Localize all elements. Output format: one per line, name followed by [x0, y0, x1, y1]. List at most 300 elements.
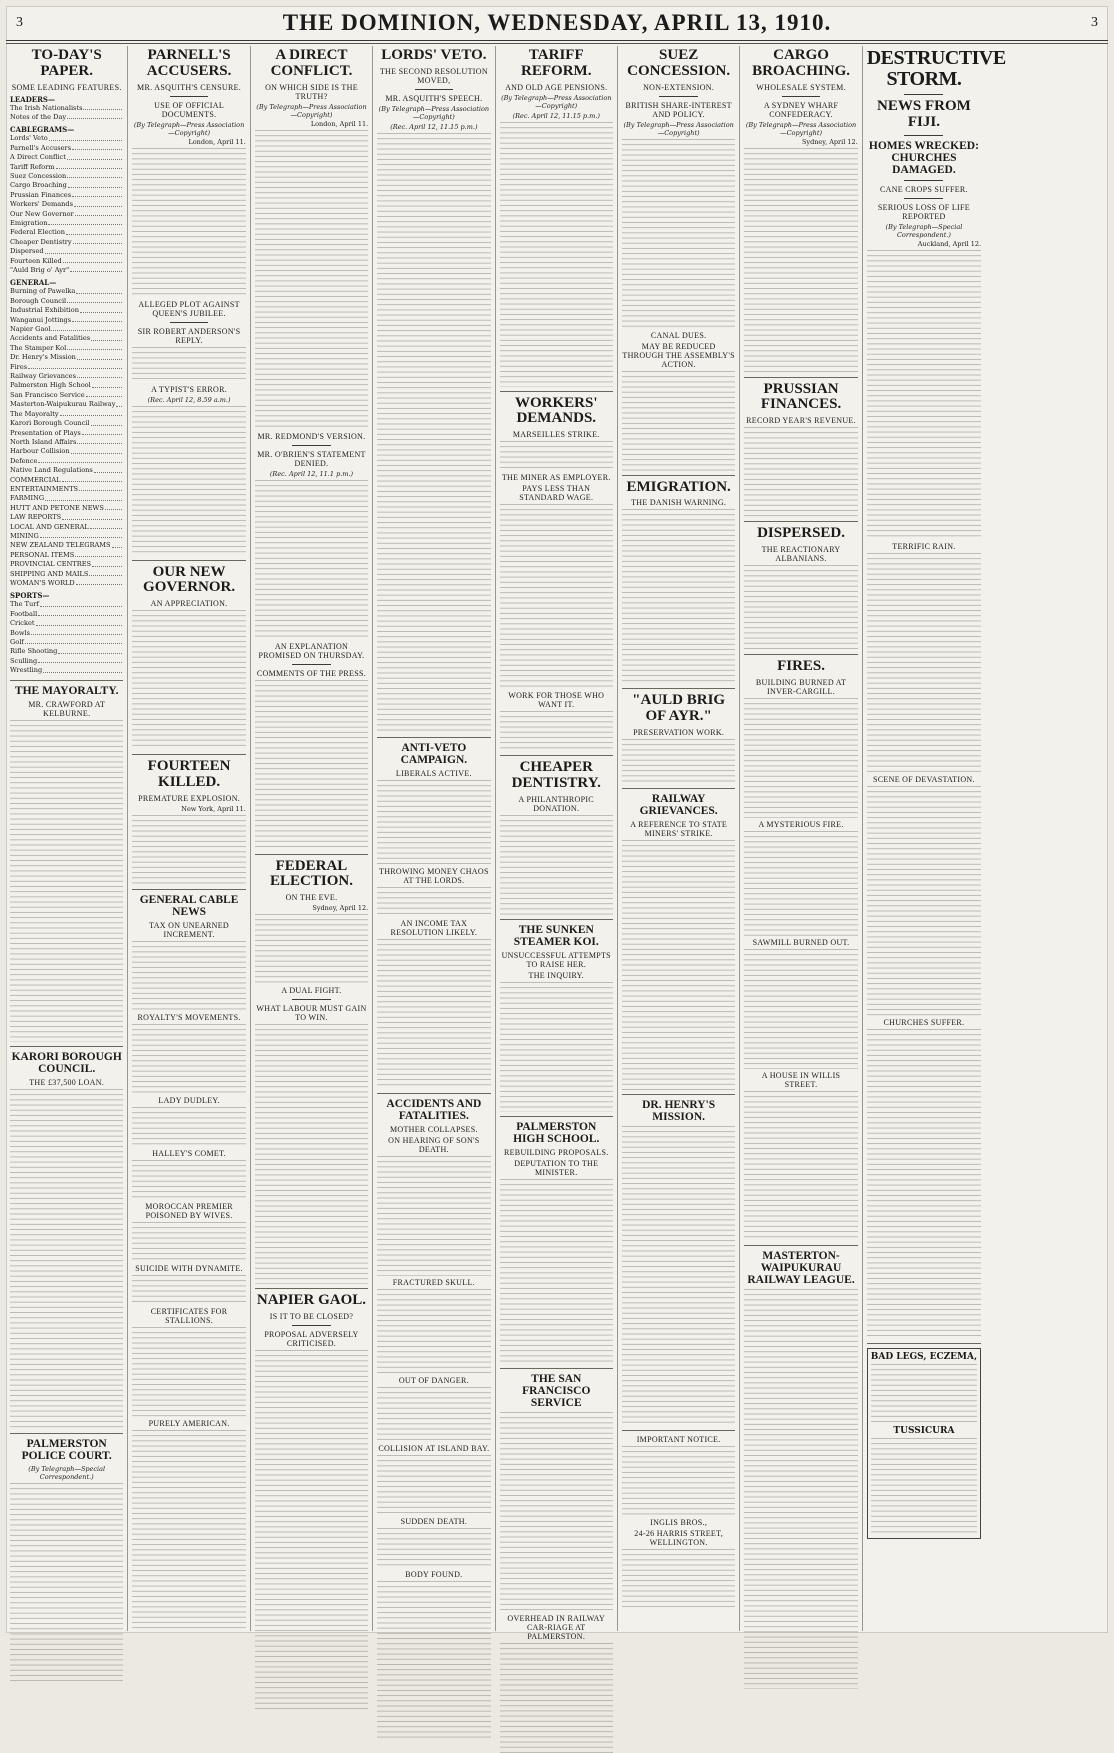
index-entry: [10, 523, 123, 532]
fires-heading: FIRES.: [777, 657, 825, 674]
index-entry: [10, 551, 123, 560]
index-leader-dots: [82, 429, 123, 435]
index-leader-dots: [38, 610, 122, 616]
index-entry-label: Accidents and Fatalities: [10, 334, 91, 343]
conflict-sub1: ON WHICH SIDE IS THE TRUTH?: [265, 82, 358, 101]
index-entry: [10, 391, 123, 400]
emigration-sub: THE DANISH WARNING.: [631, 498, 727, 508]
conflict-sub5: COMMENTS OF THE PRESS.: [256, 668, 367, 678]
index-entry: [10, 363, 123, 372]
index-entry: [10, 600, 123, 609]
inglis-address: 24-26 HARRIS STREET, WELLINGTON.: [634, 1529, 724, 1547]
leading-features-sub: SOME LEADING FEATURES.: [11, 82, 122, 92]
killed-dateline: New York, April 11.: [181, 804, 246, 813]
divider: [500, 391, 613, 392]
storm-dateline: Auckland, April 12.: [917, 239, 982, 248]
index-leader-dots: [68, 181, 123, 187]
index-entry-label: Workers' Demands: [10, 200, 74, 209]
dentistry-sub: A PHILANTHROPIC DONATION.: [518, 794, 594, 813]
index-entry-label: WOMAN'S WORLD: [10, 579, 75, 587]
income-text: [377, 939, 490, 1089]
index-entry-label: Suez Concession: [10, 171, 67, 180]
divider: [904, 94, 943, 95]
killed-sub: PREMATURE EXPLOSION.: [138, 793, 241, 803]
storm-heading: DESTRUCTIVE STORM.: [866, 47, 1006, 90]
palmerston-sub2: DEPUTATION TO THE MINISTER.: [514, 1158, 599, 1177]
inglis-name: INGLIS BROS.,: [650, 1518, 708, 1527]
index-entry: [10, 344, 123, 353]
dispersed-heading: DISPERSED.: [757, 525, 846, 541]
gaol-sub2: PROPOSAL ADVERSELY CRITICISED.: [264, 1329, 359, 1348]
storm-sub5: TERRIFIC RAIN.: [892, 541, 956, 551]
conflict-text-3: [255, 680, 368, 850]
index-entry-label: The Turf: [10, 600, 39, 609]
divider: [132, 560, 245, 561]
index-entry: [10, 134, 123, 143]
fires-sub2: A MYSTERIOUS FIRE.: [758, 819, 844, 829]
conflict-sub3-source: (Rec. April 12, 11.1 p.m.): [269, 469, 354, 478]
index-leader-dots: [45, 247, 123, 253]
index-leader-dots: [86, 391, 123, 397]
index-leader-dots: [49, 134, 123, 140]
cable-sub7: CERTIFICATES FOR STALLIONS.: [150, 1306, 228, 1325]
index-leader-dots: [77, 353, 122, 359]
index-leader-dots: [67, 297, 122, 303]
acc-sub7: BODY FOUND.: [405, 1570, 463, 1579]
index-entry: [10, 410, 123, 419]
column-2: [128, 46, 250, 1631]
index-entry-label: LAW REPORTS: [10, 513, 62, 522]
miner-text: [500, 504, 613, 689]
index-entry: [10, 257, 123, 266]
cable-text-6: [132, 1275, 245, 1305]
index-leader-dots: [60, 410, 123, 416]
index-leader-dots: [28, 363, 122, 369]
index-entry-label: NEW ZEALAND TELEGRAMS: [10, 541, 111, 550]
index-entry-label: Prussian Finances: [10, 190, 72, 199]
index-entry: [10, 513, 123, 522]
acc-sub1: MOTHER COLLAPSES.: [389, 1125, 478, 1134]
index-leader-dots: [75, 210, 123, 216]
index-leader-dots: [38, 657, 122, 663]
index-leader-dots: [62, 513, 122, 519]
cable-sub2: ROYALTY'S MOVEMENTS.: [137, 1012, 241, 1022]
suez-heading: SUEZ CONCESSION.: [627, 47, 731, 79]
fires-text-4: [744, 1091, 857, 1241]
divider: [255, 1288, 368, 1289]
index-entry: [10, 200, 123, 209]
conflict-sub2: MR. REDMOND'S VERSION.: [257, 431, 366, 441]
lords-source: (By Telegraph—Press Association—Copyright): [378, 104, 490, 121]
index-entry-label: Lords' Veto: [10, 134, 48, 143]
index-entry-label: Golf: [10, 638, 24, 647]
index-entry-label: Sculling: [10, 656, 38, 665]
index-entry-label: Industrial Exhibition: [10, 306, 79, 315]
index-entry: [10, 619, 123, 628]
sf-text: [500, 1412, 613, 1612]
police-text: [10, 1483, 123, 1683]
index-entry: [10, 494, 123, 503]
masterton-heading: MASTERTON-WAIPUKURAU RAILWAY LEAGUE.: [747, 1249, 855, 1286]
federal-heading: FEDERAL ELECTION.: [270, 857, 353, 890]
index-entry-label: Tariff Reform: [10, 162, 55, 171]
federal-text: [255, 914, 368, 984]
index-entry-label: Emigration: [10, 218, 48, 227]
index-entry: [10, 419, 123, 428]
index-entry: [10, 113, 123, 122]
divider: [500, 1116, 613, 1117]
index-leader-dots: [72, 191, 122, 197]
tariff-heading: TARIFF REFORM.: [521, 47, 592, 79]
cable-text-7: [132, 1327, 245, 1417]
cable-sub5: MOROCCAN PREMIER POISONED BY WIVES.: [145, 1201, 233, 1220]
lords-rec: (Rec. April 12, 11.15 p.m.): [390, 122, 478, 131]
cable-sub6: SUICIDE WITH DYNAMITE.: [135, 1263, 243, 1273]
parnell-sub1: MR. ASQUITH'S CENSURE.: [137, 82, 242, 92]
index-entry-label: Borough Council: [10, 296, 67, 305]
governor-text: [132, 610, 245, 750]
parnell-sub3: ALLEGED PLOT AGAINST QUEEN'S JUBILEE.: [138, 299, 240, 318]
fires-text-3: [744, 949, 857, 1069]
karori-sub: THE £37,500 LOAN.: [29, 1077, 105, 1087]
index-entry: [10, 466, 123, 475]
index-entry: [10, 629, 123, 638]
killed-heading: FOURTEEN KILLED.: [147, 758, 231, 790]
cable-text-4: [132, 1160, 245, 1200]
prussian-text: [744, 427, 857, 517]
conflict-text-2: [255, 480, 368, 640]
index-entry-label: Dr. Henry's Mission: [10, 353, 76, 362]
index-entry: [10, 504, 123, 513]
index-entry: [10, 657, 123, 666]
overhead-heading: OVERHEAD IN RAILWAY CAR-RIAGE AT PALMERSTON.: [507, 1613, 606, 1641]
newspaper-page: [6, 6, 1108, 1641]
index-leader-dots: [76, 579, 123, 585]
index-entry: [10, 638, 123, 647]
index-entry: [10, 476, 123, 485]
cable-sub3: LADY DUDLEY.: [158, 1095, 220, 1105]
index-leader-dots: [58, 647, 122, 653]
divider: [415, 89, 454, 90]
masthead-rule: [6, 43, 1108, 44]
index-entry-label: Cheaper Dentistry: [10, 237, 72, 246]
divider: [744, 377, 857, 378]
cable-sub8: PURELY AMERICAN.: [148, 1418, 230, 1428]
index-entry: [10, 429, 123, 438]
cargo-sub1: WHOLESALE SYSTEM.: [756, 82, 846, 92]
acc-sub3: FRACTURED SKULL.: [392, 1278, 475, 1287]
index-entry-label: San Francisco Service: [10, 390, 85, 399]
index-entry: [10, 532, 123, 541]
suez-source: (By Telegraph—Press Association—Copyright): [623, 120, 734, 137]
mayoralty-heading: THE MAYORALTY.: [14, 684, 119, 697]
throw-heading: THROWING MONEY CHAOS AT THE LORDS.: [379, 866, 489, 885]
tariff-text: [500, 122, 613, 387]
index-entry: [10, 647, 123, 656]
parnell-sub5-source: (Rec. April 12, 8.59 a.m.): [147, 395, 231, 404]
index-entry-label: Cricket: [10, 619, 35, 628]
tariff-source: (By Telegraph—Press Association—Copyright): [501, 93, 612, 110]
index-entry: [10, 238, 123, 247]
palmerston-sub1: REBUILDING PROPOSALS.: [503, 1147, 609, 1157]
fiji-heading: NEWS FROM FIJI.: [877, 98, 971, 130]
henry-text: [622, 1126, 735, 1426]
storm-sub2: HOMES WRECKED: CHURCHES DAMAGED.: [868, 139, 979, 176]
index-entry-label: MINING: [10, 531, 39, 540]
index-leader-dots: [40, 532, 123, 538]
index-entry-label: The Mayoralty: [10, 409, 59, 418]
divider: [622, 475, 735, 476]
acc-sub2: ON HEARING OF SON'S DEATH.: [388, 1136, 480, 1154]
workers-text: [500, 441, 613, 471]
tariff-rec: (Rec. April 12, 11.15 p.m.): [512, 111, 600, 120]
index-leader-dots: [80, 306, 122, 312]
index-leader-dots: [76, 287, 122, 293]
acc-sub6: SUDDEN DEATH.: [400, 1517, 468, 1526]
index-leader-dots: [70, 266, 122, 272]
index-entry-label: Napier Gaol: [10, 325, 51, 334]
index-leader-dots: [43, 666, 122, 672]
divider: [170, 322, 209, 323]
divider: [132, 889, 245, 890]
index-entry: [10, 438, 123, 447]
index-entry: [10, 334, 123, 343]
index-leader-dots: [38, 457, 122, 463]
divider: [622, 688, 735, 689]
antiveto-heading: ANTI-VETO CAMPAIGN.: [400, 741, 468, 766]
index-entry: [10, 153, 123, 162]
index-entry: [10, 400, 123, 409]
index-entry-label: Burning of Pawelka: [10, 287, 76, 296]
leaders-label: LEADERS—: [10, 94, 55, 104]
masthead: [6, 6, 1108, 41]
parnell-sub5: A TYPIST'S ERROR.: [151, 384, 228, 394]
sports-list: [10, 600, 123, 675]
index-entry-label: HUTT AND PETONE NEWS: [10, 503, 104, 512]
storm-sub7: CHURCHES SUFFER.: [883, 1017, 965, 1027]
masthead-title: THE DOMINION, WEDNESDAY, APRIL 13, 1910.: [282, 10, 832, 35]
inglis-text: [622, 1549, 735, 1609]
antiveto-text: [377, 780, 490, 865]
auld-brig-text: [622, 739, 735, 784]
cable-sub1: TAX ON UNEARNED INCREMENT.: [149, 920, 230, 939]
storm-sub6: SCENE OF DEVASTATION.: [873, 774, 975, 784]
canal-sub: MAY BE REDUCED THROUGH THE ASSEMBLY'S ACTION.: [622, 341, 735, 369]
advertisement: [867, 1348, 981, 1539]
index-entry: [10, 297, 123, 306]
divider: [744, 654, 857, 655]
index-leader-dots: [67, 153, 123, 159]
index-entry-label: LOCAL AND GENERAL: [10, 522, 89, 531]
divider: [659, 96, 698, 97]
police-heading: PALMERSTON POLICE COURT.: [21, 1437, 112, 1462]
index-entry-label: Native Land Regulations: [10, 466, 93, 475]
acc-text-3: [377, 1387, 490, 1442]
index-entry-label: Fires: [10, 362, 28, 371]
cable-text-8: [132, 1430, 245, 1630]
parnell-sub4: SIR ROBERT ANDERSON'S REPLY.: [137, 326, 241, 345]
acc-text-5: [377, 1528, 490, 1568]
index-leader-dots: [25, 638, 123, 644]
divider: [622, 1094, 735, 1095]
conflict-heading: A DIRECT CONFLICT.: [270, 47, 353, 79]
divider: [782, 96, 821, 97]
divider: [377, 737, 490, 738]
federal-sub1: ON THE EVE.: [285, 893, 338, 902]
index-entry: [10, 247, 123, 256]
railway-grievances-text: [622, 840, 735, 1090]
work-heading: WORK FOR THOSE WHO WANT IT.: [508, 691, 605, 709]
divider: [292, 1325, 331, 1326]
index-leader-dots: [45, 494, 122, 500]
divider: [904, 180, 943, 181]
divider: [10, 680, 123, 681]
index-entry: [10, 560, 123, 569]
acc-text-6: [377, 1581, 490, 1741]
index-leader-dots: [79, 485, 122, 491]
workers-heading: WORKERS' DEMANDS.: [515, 394, 598, 427]
storm-text-2: [867, 553, 981, 773]
index-leader-dots: [56, 163, 123, 169]
leaders-list: [10, 104, 123, 123]
conflict-sub4: AN EXPLANATION PROMISED ON THURSDAY.: [258, 641, 365, 660]
federal-dateline: Sydney, April 12.: [312, 904, 369, 912]
conflict-text: [255, 130, 368, 430]
parnell-text-2: [132, 347, 245, 383]
conflict-dateline: London, April 11.: [310, 119, 369, 128]
index-entry: [10, 541, 123, 550]
sunken-sub1: UNSUCCESSFUL ATTEMPTS TO RAISE HER.: [501, 950, 611, 969]
index-entry-label: The Stamper Kol: [10, 343, 67, 352]
karori-text: [10, 1089, 123, 1429]
divider: [622, 1430, 735, 1431]
divider: [904, 198, 943, 199]
index-entry-label: FARMING: [10, 494, 45, 503]
gaol-text: [255, 1350, 368, 1710]
index-entry-label: Notes of the Day: [10, 112, 67, 121]
index-leader-dots: [94, 466, 123, 472]
killed-text: [132, 815, 245, 885]
index-leader-dots: [89, 570, 122, 576]
index-leader-dots: [67, 344, 122, 350]
index-entry-label: Masterton-Waipukurau Railway: [10, 400, 116, 409]
general-list: [10, 287, 123, 475]
work-text: [500, 711, 613, 751]
index-leader-dots: [72, 316, 122, 322]
divider: [867, 1343, 981, 1344]
suez-sub2: BRITISH SHARE-INTEREST AND POLICY.: [625, 100, 732, 119]
index-entry-label: Our New Governor: [10, 209, 74, 218]
lords-sub1: THE SECOND RESOLUTION MOVED,: [379, 66, 488, 85]
karori-heading: KARORI BOROUGH COUNCIL.: [11, 1050, 122, 1075]
index-entry-label: Wanganui Jottings: [10, 315, 72, 324]
index-leader-dots: [90, 523, 123, 529]
auld-brig-heading: "AULD BRIG OF AYR.": [632, 692, 726, 724]
divider: [255, 854, 368, 855]
lords-veto-heading: LORDS' VETO.: [381, 47, 487, 63]
antiveto-sub: LIBERALS ACTIVE.: [395, 768, 472, 778]
index-entry: [10, 570, 123, 579]
storm-text-3: [867, 786, 981, 1016]
acc-sub5: COLLISION AT ISLAND BAY.: [378, 1444, 490, 1453]
cable-text-2: [132, 1024, 245, 1094]
index-entry-label: PERSONAL ITEMS: [10, 550, 75, 559]
income-heading: AN INCOME TAX RESOLUTION LIKELY.: [390, 918, 478, 937]
dentistry-heading: CHEAPER DENTISTRY.: [511, 759, 601, 791]
index-leader-dots: [66, 228, 122, 234]
index-leader-dots: [48, 219, 122, 225]
index-entry-label: PROVINCIAL CENTRES: [10, 560, 92, 569]
parnell-text: [132, 148, 245, 298]
index-entry-label: Football: [10, 609, 38, 618]
index-entry-label: Rifle Shooting: [10, 647, 58, 656]
divider: [292, 664, 331, 665]
index-entry: [10, 191, 123, 200]
gaol-heading: NAPIER GAOL.: [256, 1292, 367, 1308]
index-entry-label: North Island Affairs: [10, 437, 77, 446]
cable-text-1: [132, 941, 245, 1011]
storm-text: [867, 250, 981, 540]
governor-sub: AN APPRECIATION.: [150, 599, 228, 608]
dispersed-sub: THE REACTIONARY ALBANIANS.: [761, 544, 841, 563]
index-entry: [10, 485, 123, 494]
canal-heading: CANAL DUES.: [650, 330, 707, 340]
index-entry: [10, 228, 123, 237]
henry-heading: DR. HENRY'S MISSION.: [642, 1098, 716, 1123]
sunken-text: [500, 982, 613, 1112]
canal-text: [622, 371, 735, 471]
accidents-heading: ACCIDENTS AND FATALITIES.: [386, 1097, 482, 1122]
divider: [500, 919, 613, 920]
acc-text-4: [377, 1455, 490, 1515]
divider: [170, 96, 209, 97]
divider: [500, 755, 613, 756]
fires-sub4: A HOUSE IN WILLIS STREET.: [761, 1070, 841, 1089]
divider: [744, 1245, 857, 1246]
police-source: (By Telegraph—Special Correspondent.): [28, 1464, 106, 1481]
index-entry: [10, 372, 123, 381]
suez-sub1: NON-EXTENSION.: [643, 82, 715, 92]
divider: [10, 1433, 123, 1434]
index-entry: [10, 144, 123, 153]
fires-text-2: [744, 831, 857, 936]
ad-text-2: [871, 1438, 977, 1533]
column-5: [496, 46, 618, 1641]
divider: [292, 445, 331, 446]
index-leader-dots: [83, 104, 122, 110]
ad-brand: TUSSICURA: [893, 1425, 955, 1436]
railway-grievances-heading: RAILWAY GRIEVANCES.: [639, 792, 718, 817]
index-entry-label: Karori Borough Council: [10, 419, 90, 428]
storm-source: (By Telegraph—Special Correspondent.): [885, 222, 963, 239]
divider: [500, 1368, 613, 1369]
prussian-heading: PRUSSIAN FINANCES.: [760, 380, 842, 413]
index-entry: [10, 457, 123, 466]
index-leader-dots: [67, 113, 122, 119]
sf-heading: THE SAN FRANCISCO SERVICE: [522, 1372, 591, 1409]
index-entry: [10, 287, 123, 296]
tariff-sub1: AND OLD AGE PENSIONS.: [505, 82, 608, 92]
todays-paper-heading: TO-DAY'S PAPER.: [31, 47, 102, 79]
index-entry-label: A Direct Conflict: [10, 153, 66, 162]
fires-text-1: [744, 698, 857, 818]
index-leader-dots: [31, 629, 122, 635]
index-entry-label: Defence: [10, 456, 38, 465]
emigration-text: [622, 509, 735, 684]
sunken-heading: THE SUNKEN STEAMER KOI.: [513, 923, 599, 948]
index-leader-dots: [92, 381, 123, 387]
divider: [744, 521, 857, 522]
